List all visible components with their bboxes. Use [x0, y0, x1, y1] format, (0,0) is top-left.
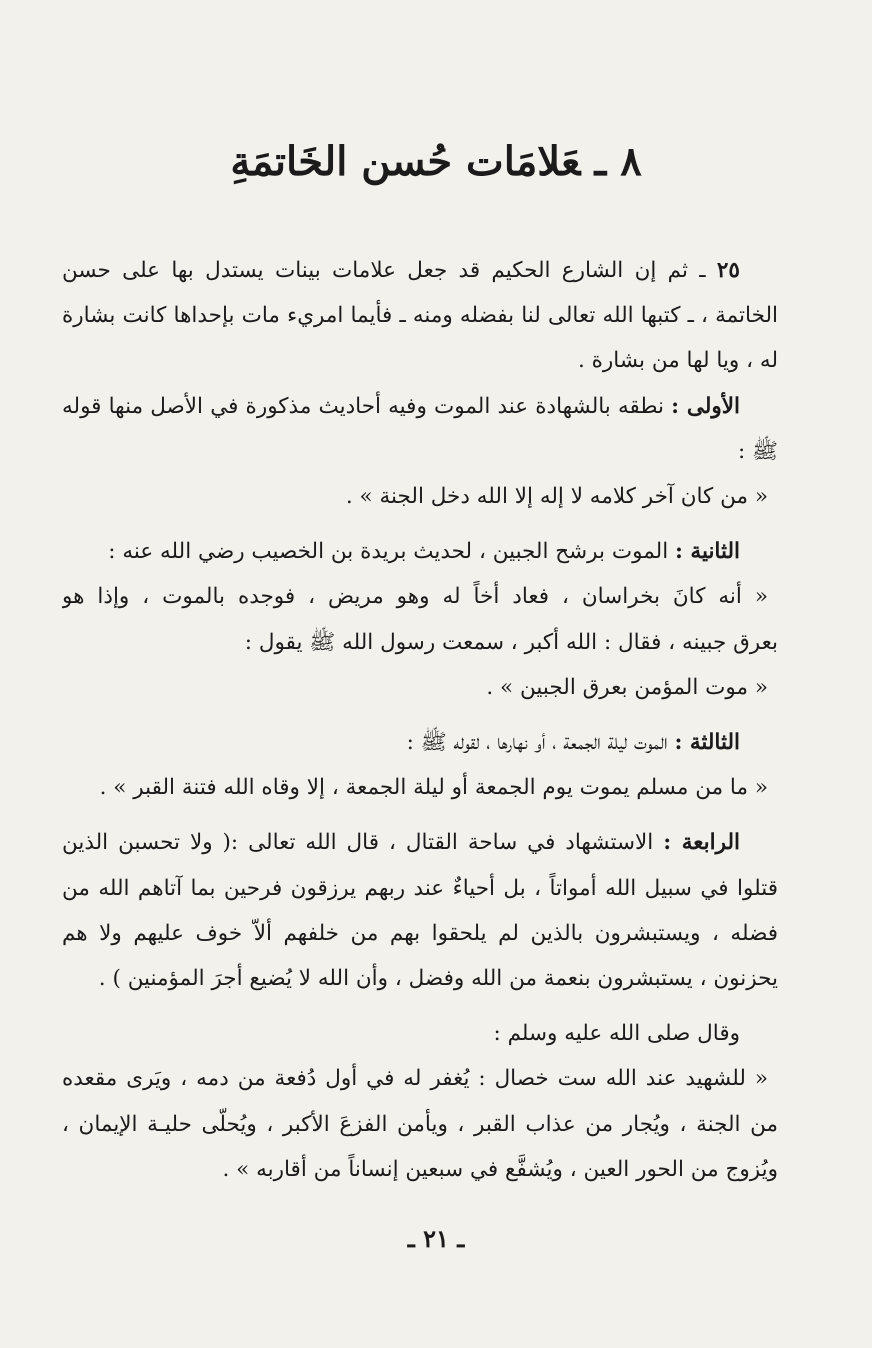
p25-line-3: له ، ويا لها من بشارة .	[577, 348, 778, 374]
p25-number: ٢٥	[716, 258, 740, 283]
page-body	[62, 248, 778, 1192]
page-number: ـ ٢١ ـ	[407, 1224, 465, 1253]
fourth-line-4: يحزنون ، يستبشرون بنعمة من الله وفضل ، وأن الله لا يُضيع أجرَ المؤمنين ) .	[98, 966, 778, 992]
chapter-heading	[0, 138, 872, 185]
chapter-title: عَلامَات حُسن الخَاتمَةِ	[230, 138, 581, 185]
third-label: الثالثة :	[674, 730, 740, 756]
second-line-1: الثانية : الموت برشح الجبين ، لحديث بريدة بن الخصيب رضي الله عنه :	[108, 539, 740, 565]
p25-line-2: الخاتمة ، ـ كتبها الله تعالى لنا بفضله ومنه ـ فأيما امريء مات بإحداها كانت بشارة	[62, 303, 778, 329]
third-hadith: « ما من مسلم يموت يوم الجمعة أو ليلة الجمعة ، إلا وقاه الله فتنة القبر » .	[99, 775, 768, 801]
fourth-line-3: فضله ، ويستبشرون بالذين لم يلحقوا بهم من خلفهم ألاّ خوف عليهم ولا هم	[62, 920, 778, 946]
second-hadith-line-2: بعرق جبينه ، فقال : الله أكبر ، سمعت رسول الله ﷺ يقول :	[244, 629, 778, 655]
first-line-1: الأولى : نطقه بالشهادة عند الموت وفيه أحاديث مذكورة في الأصل منها قوله	[62, 393, 740, 419]
fifth-intro: وقال صلى الله عليه وسلم :	[493, 1021, 740, 1047]
p25-line-1: ٢٥ ـ ثم إن الشارع الحكيم قد جعل علامات بينات يستدل بها على حسن	[62, 258, 740, 283]
fifth-hadith-line-1: « للشهيد عند الله ست خصال : يُغفر له في أول دُفعة من دمه ، ويَرى مقعده	[62, 1066, 768, 1092]
first-hadith: « من كان آخر كلامه لا إله إلا الله دخل الجنة » .	[345, 484, 768, 510]
third-line-1: الثالثة : الموت ليلة الجمعة ، أو نهارها ، لقوله ﷺ :	[406, 730, 740, 756]
fourth-label: الرابعة :	[663, 830, 740, 856]
fourth-line-1: الرابعة : الاستشهاد في ساحة القتال ، قال الله تعالى :( ولا تحسبن الذين	[62, 830, 740, 856]
first-label: الأولى :	[671, 393, 740, 419]
second-hadith-line-3: « موت المؤمن بعرق الجبين » .	[486, 674, 768, 700]
fourth-line-2: قتلوا في سبيل الله أمواتاً ، بل أحياءٌ عند ربهم يرزقون فرحين بما آتاهم الله من	[62, 875, 778, 901]
second-hadith-line-1: « أنه كانَ بخراسان ، فعاد أخاً له وهو مريض ، فوجده بالموت ، وإذا هو	[62, 584, 768, 610]
chapter-dash: ـ	[594, 138, 607, 185]
first-line-2: ﷺ :	[737, 438, 778, 464]
chapter-number: ٨	[620, 138, 642, 185]
fifth-hadith-line-2: من الجنة ، ويُجار من عذاب القبر ، ويأمن الفزعَ الأكبر ، ويُحلّى حليـة الإيمان ،	[62, 1111, 778, 1137]
fifth-hadith-line-3: ويُزوج من الحور العين ، ويُشفَّع في سبعين إنساناً من أقاربه » .	[222, 1156, 778, 1182]
second-label: الثانية :	[675, 539, 740, 565]
